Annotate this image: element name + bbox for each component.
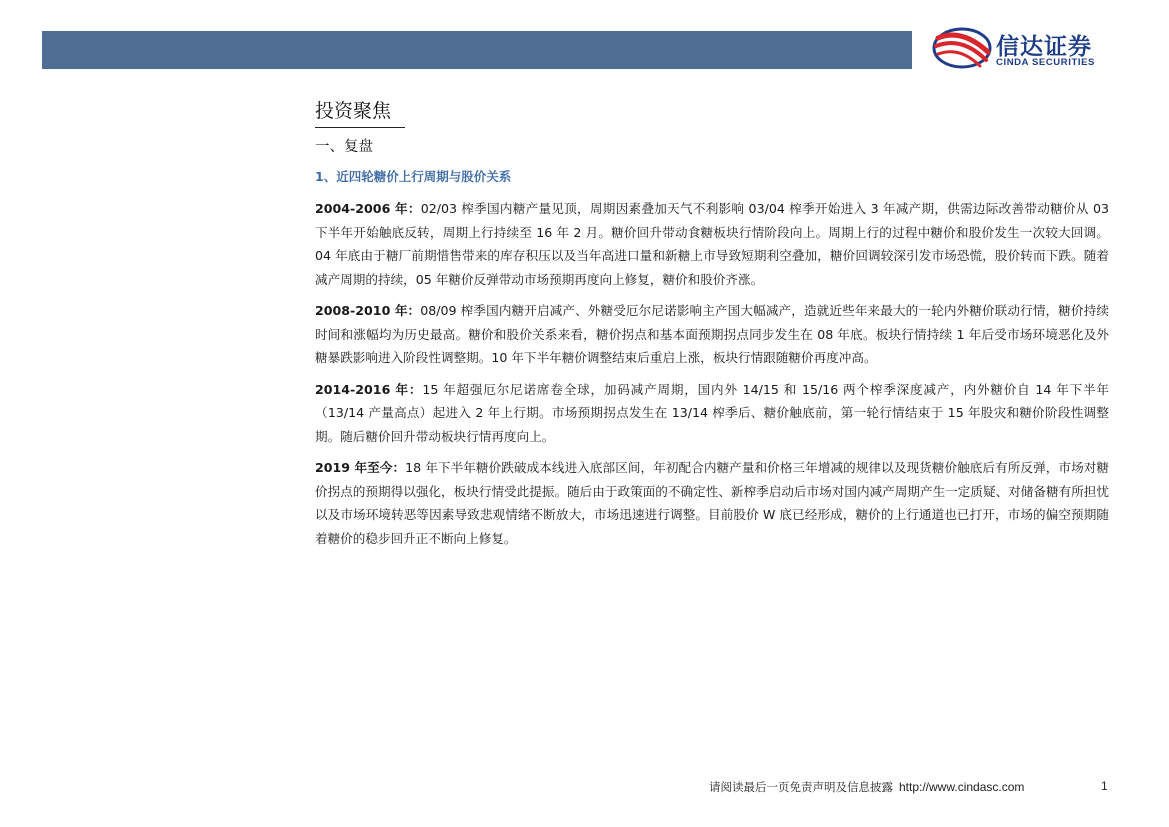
paragraph-2004-2006	[315, 197, 1109, 291]
paragraph-body: 18 年下半年糖价跌破成本线进入底部区间，年初配合内糖产量和价格三年增减的规律以及现货糖价触底后有所反弹，市场对糖价拐点的预期得以强化，板块行情受此提振。随后由于政策面的不确定性、新榨季启动后市场对国内减产周期产生一定质疑、对储备糖有所担忧以及市场环境转恶等因素导致悲观情绪不断放大，市场迅速进行调整。目前股价 W 底已经形成，糖价的上行通道也已打开，市场的偏空预期随着糖价的稳步回升正不断向上修复。	[315, 460, 1110, 546]
paragraph-body: 02/03 榨季国内糖产量见顶，周期因素叠加天气不利影响 03/04 榨季开始进入 3 年减产期，供需边际改善带动糖价从 03 下半年开始触底反转，周期上行持续至 16 年 2 月。糖价回升带动食糖板块行情阶段向上。周期上行的过程中糖价和股价发生一次较大回调。04 年底由于糖厂前期惜售带来的库存积压以及当年高进口量和新糖上市导致短期利空叠加，糖价回调较深引发市场恐慌，股价转而下跌。随着减产周期的持续，05 年糖价反弹带动市场预期再度向上修复，糖价和股价齐涨。	[315, 201, 1109, 287]
cinda-logo	[932, 24, 1132, 74]
paragraph-lead: 2008-2010 年：	[315, 303, 421, 318]
paragraph-2019-present	[315, 456, 1109, 550]
paragraph-body: 15 年超强厄尔尼诺席卷全球，加码减产周期，国内外 14/15 和 15/16 两个榨季深度减产，内外糖价自 14 年下半年（13/14 产量高点）起进入 2 年上行期。市场预期拐点发生在 13/14 榨季后、糖价触底前，第一轮行情结束于 15 年股灾和糖价阶段性调整期。随后糖价回升带动板块行情再度向上。	[315, 381, 1109, 444]
paragraph-lead: 2004-2006 年：	[315, 201, 421, 216]
paragraph-2008-2010	[315, 299, 1109, 370]
paragraph-body: 08/09 榨季国内糖开启减产、外糖受厄尔尼诺影响主产国大幅减产，造就近些年来最大的一轮内外糖价联动行情，糖价持续时间和涨幅均为历史最高。糖价和股价关系来看，糖价拐点和基本面预期拐点同步发生在 08 年底。板块行情持续 1 年后受市场环境恶化及外糖暴跌影响进入阶段性调整期。10 年下半年糖价调整结束后重启上涨，板块行情跟随糖价再度冲高。	[315, 303, 1109, 365]
heading-review: 一、复盘	[315, 139, 373, 155]
paragraph-2014-2016	[315, 378, 1109, 449]
page-number: 1	[1101, 779, 1108, 793]
main-content	[315, 197, 1109, 558]
footer-url-link[interactable]: http://www.cindasc.com	[899, 780, 1025, 794]
paragraph-lead: 2014-2016 年：	[315, 381, 423, 397]
logo-chinese-name: 信达证券	[996, 34, 1092, 60]
section-title: 投资聚焦	[315, 96, 405, 128]
paragraph-lead: 2019 年至今：	[315, 460, 406, 475]
logo-english-name: CINDA SECURITIES	[996, 57, 1095, 68]
cinda-logo-icon	[932, 26, 992, 70]
footer-disclaimer	[709, 779, 1024, 795]
footer-disclaimer-text: 请阅读最后一页免责声明及信息披露	[709, 780, 893, 794]
subheading-cycles: 1、近四轮糖价上行周期与股价关系	[315, 169, 512, 184]
header-bar	[42, 31, 912, 69]
